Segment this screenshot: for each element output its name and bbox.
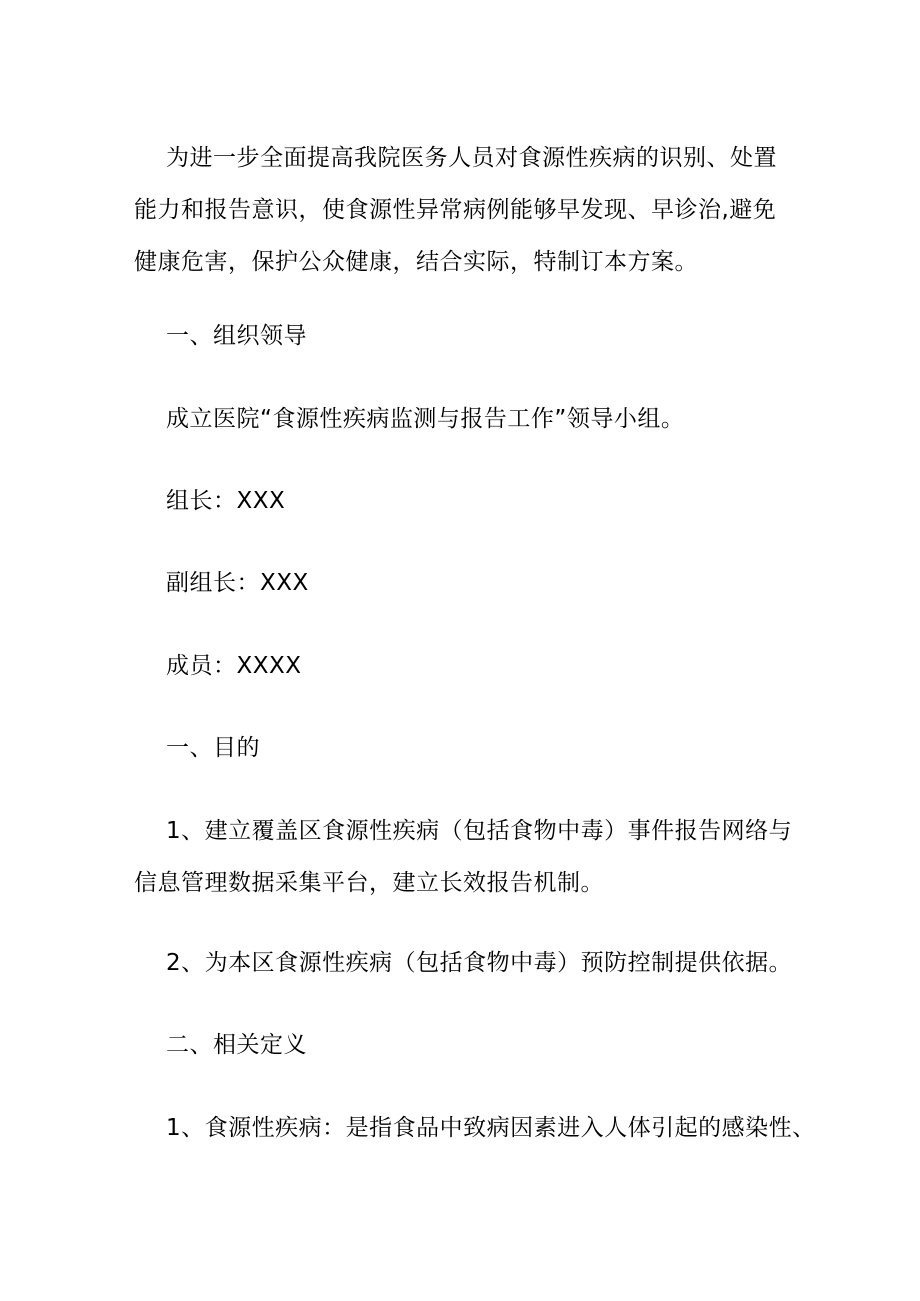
intro-line-2: 能力和报告意识，使食源性异常病例能够早发现、早诊治,避免	[134, 197, 777, 223]
intro-line-3: 健康危害，保护公众健康，结合实际，特制订本方案。	[134, 249, 698, 275]
group-leader: 组长：XXX	[166, 488, 286, 514]
purpose-item-2: 2、为本区食源性疾病（包括食物中毒）预防控制提供依据。	[166, 950, 793, 976]
purpose-item-1	[134, 805, 804, 909]
section-heading-organization: 一、组织领导	[166, 323, 307, 349]
leadership-group-intro: 成立医院“食源性疾病监测与报告工作”领导小组。	[166, 406, 685, 432]
section-heading-definitions: 二、相关定义	[166, 1032, 307, 1058]
deputy-leader: 副组长：XXX	[166, 570, 309, 596]
group-members: 成员：XXXX	[166, 653, 302, 679]
intro-line-1: 为进一步全面提高我院医务人员对食源性疾病的识别、处置	[166, 145, 777, 171]
section-heading-purpose: 一、目的	[166, 735, 260, 761]
purpose-item-1-line-2: 信息管理数据采集平台，建立长效报告机制。	[134, 870, 604, 896]
definition-item-1: 1、食源性疾病：是指食品中致病因素进入人体引起的感染性、	[166, 1115, 816, 1141]
intro-paragraph	[134, 132, 804, 288]
purpose-item-1-line-1: 1、建立覆盖区食源性疾病（包括食物中毒）事件报告网络与	[166, 818, 793, 844]
